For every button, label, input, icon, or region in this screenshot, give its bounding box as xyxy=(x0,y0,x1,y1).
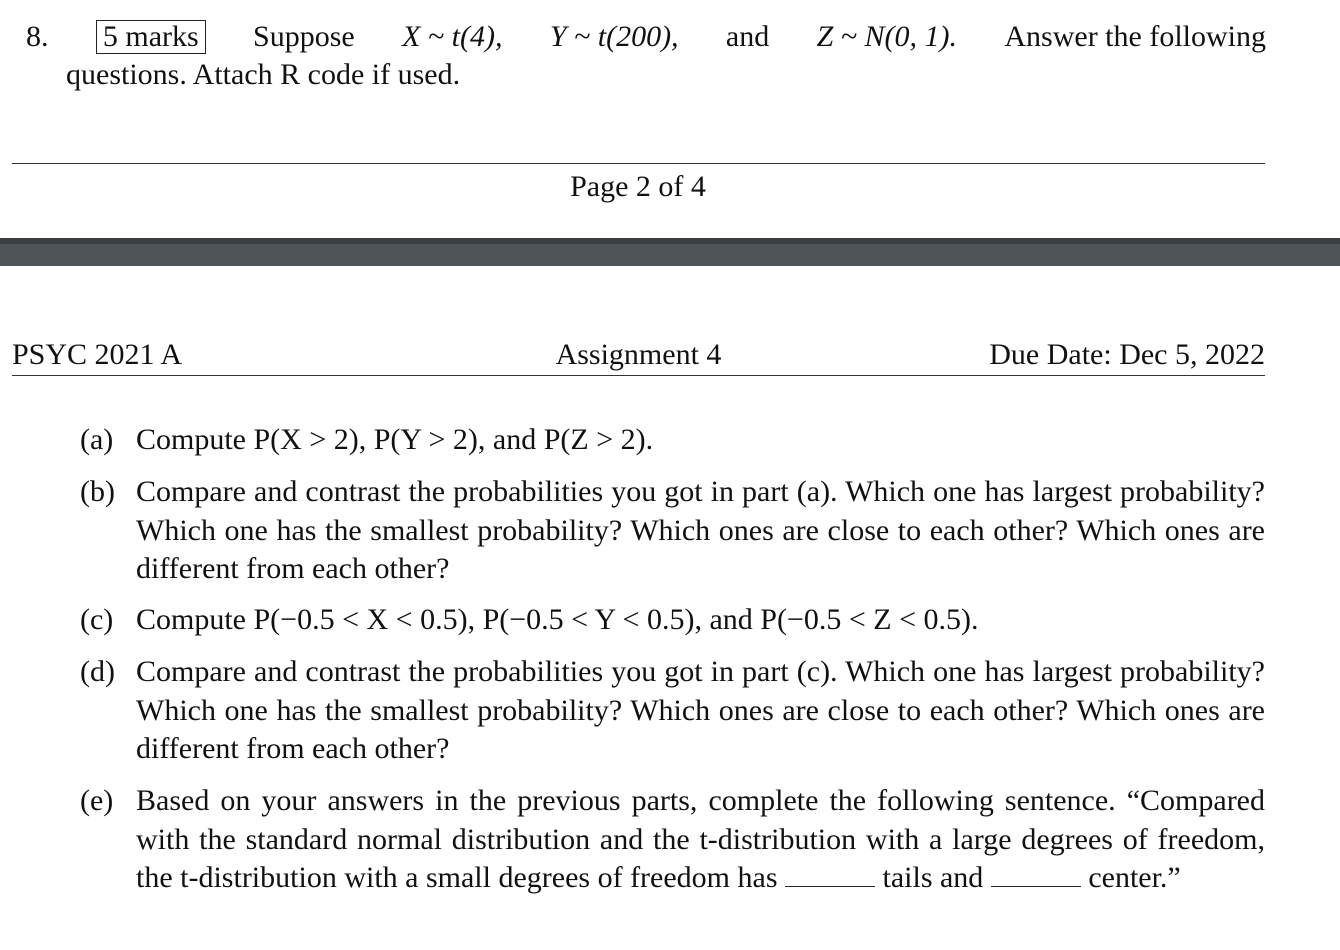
question-number: 8. xyxy=(26,20,49,53)
part-label: (d) xyxy=(80,655,115,688)
part-e-text-middle: tails and xyxy=(882,861,984,894)
answer-blank-2 xyxy=(991,866,1081,887)
part-e-text-before: Based on your answers in the previous parts, complete the following sentence. “Compared with the standard normal distribution and the t-distribution with a large degrees of freedom, the t-distribution with a small degrees of freedom has xyxy=(136,784,1265,894)
part-text: Compare and contrast the probabilities you got in part (a). Which one has largest probability? Which one has the smallest probability? Which ones are close to each other? Which ones are different from each other? xyxy=(136,475,1265,585)
part-text: Compute P(X > 2), P(Y > 2), and P(Z > 2). xyxy=(136,423,654,456)
question-line-2: questions. Attach R code if used. xyxy=(66,58,461,91)
part-text: Compute P(−0.5 < X < 0.5), P(−0.5 < Y < 0.5), and P(−0.5 < Z < 0.5). xyxy=(136,603,979,636)
part-a xyxy=(80,421,1265,460)
part-label: (a) xyxy=(80,423,114,456)
z-distribution: Z ~ N(0, 1). xyxy=(816,20,958,53)
part-b xyxy=(80,473,1265,589)
footer-rule xyxy=(12,163,1265,164)
part-label: (b) xyxy=(80,475,115,508)
page-separator xyxy=(0,238,1340,266)
page-number: Page 2 of 4 xyxy=(570,170,706,203)
question-8-stem xyxy=(26,18,1266,94)
part-text: Compare and contrast the probabilities you got in part (c). Which one has largest probability? Which one has the smallest probability? Which ones are close to each other? Which ones are different from each other? xyxy=(136,655,1265,765)
answer-following: Answer the following xyxy=(1004,20,1266,53)
marks-badge: 5 marks xyxy=(96,20,206,54)
part-label: (e) xyxy=(80,784,114,817)
assignment-title: Assignment 4 xyxy=(555,338,722,371)
due-date: Due Date: Dec 5, 2022 xyxy=(989,338,1265,371)
part-c xyxy=(80,601,1265,640)
part-label: (c) xyxy=(80,603,114,636)
part-e xyxy=(80,782,1265,898)
and-word: and xyxy=(725,20,770,53)
answer-blank-1 xyxy=(785,866,875,887)
page-header xyxy=(12,335,1265,376)
part-text xyxy=(136,782,1265,898)
part-e-text-after: center.” xyxy=(1088,861,1181,894)
suppose-word: Suppose xyxy=(253,20,355,53)
x-distribution: X ~ t(4), xyxy=(402,20,503,53)
course-code: PSYC 2021 A xyxy=(12,338,183,371)
part-d xyxy=(80,653,1265,769)
y-distribution: Y ~ t(200), xyxy=(549,20,679,53)
